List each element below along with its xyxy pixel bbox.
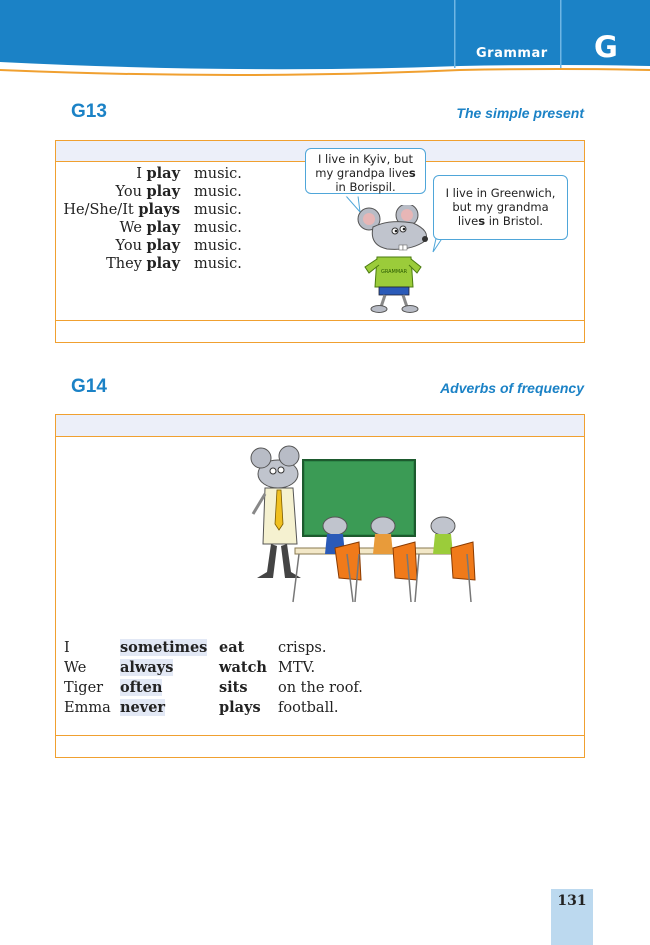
header-banner: [0, 0, 650, 76]
shirt-text: GRAMMAR: [380, 269, 408, 275]
g13-conjugation-table: [55, 165, 242, 273]
freq-row: We always watch MTV.: [64, 659, 316, 676]
conj-row: I play music.: [136, 165, 242, 182]
g13-footer-line: [56, 320, 584, 321]
g14-title: Adverbs of frequency: [440, 380, 584, 396]
speech-bubble-kyiv: I live in Kyiv, but my grandpa lives in Borispil.: [305, 148, 426, 194]
g14-frequency-table: [64, 638, 363, 718]
speech-bubble-greenwich: I live in Greenwich, but my grandma lives in Bristol.: [433, 175, 568, 240]
conj-row: You play music.: [115, 183, 242, 200]
conj-row: They play music.: [106, 255, 242, 272]
g14-header-band: [56, 415, 584, 437]
freq-row: I sometimes eat crisps.: [64, 639, 327, 656]
classroom-illustration: [243, 444, 483, 609]
conj-row: He/She/It plays music.: [63, 201, 242, 218]
g14-code: G14: [71, 376, 107, 397]
freq-row: Emma never plays football.: [64, 699, 339, 716]
page-number: 131: [557, 893, 587, 909]
g14-footer-line: [56, 735, 584, 736]
freq-row: Tiger often sits on the roof.: [64, 679, 363, 696]
conj-row: You play music.: [115, 237, 242, 254]
conj-row: We play music.: [119, 219, 242, 236]
g13-title: The simple present: [456, 105, 584, 121]
page-header: [0, 0, 650, 76]
mouse-illustration: [355, 205, 435, 315]
header-section-label: Grammar: [476, 46, 548, 61]
g13-code: G13: [71, 101, 107, 122]
header-section-letter: G: [594, 30, 618, 64]
page-number-box: [551, 889, 593, 945]
